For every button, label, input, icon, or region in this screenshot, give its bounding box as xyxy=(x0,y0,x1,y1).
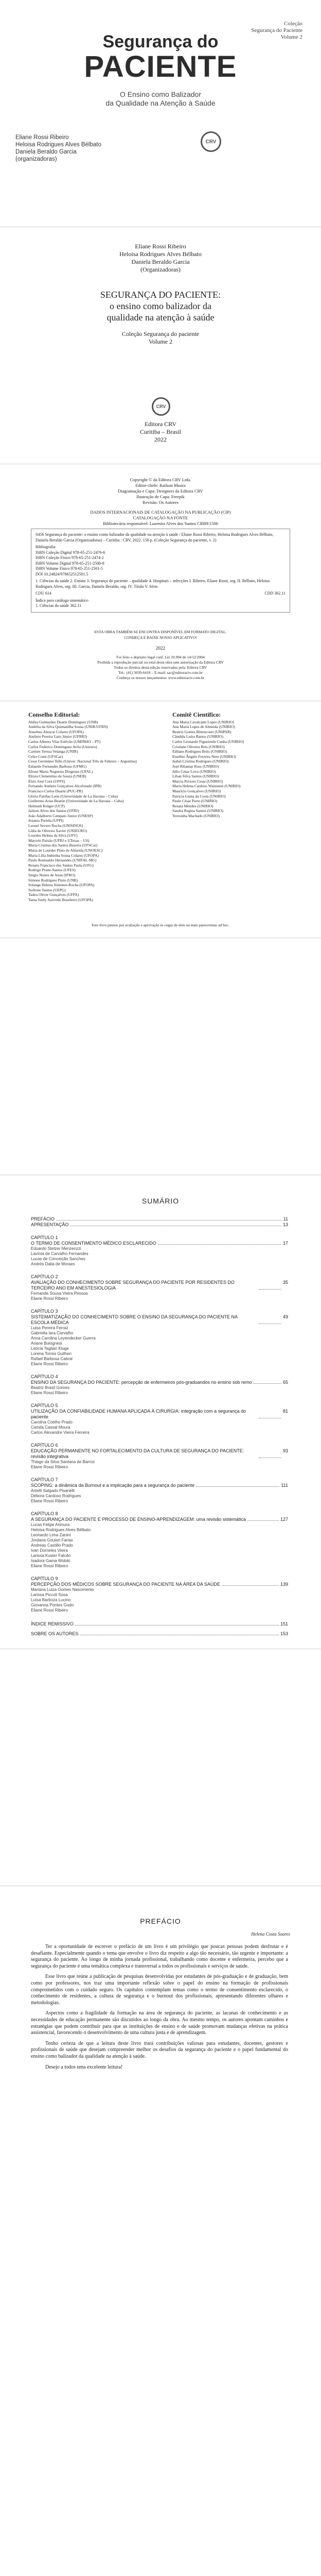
toc-front-entry[interactable]: APRESENTAÇÃO 13 xyxy=(31,1222,288,1227)
toc-chapter-author: Eduardo Stelzer Menzenzzi xyxy=(31,1246,81,1251)
preface-paragraph: Desejo a todos uma excelente leitura! xyxy=(45,2064,123,2070)
publisher-info: Editora CRV Curitiba – Brasil 2022 xyxy=(140,420,181,443)
toc-chapter-author: Eliane Rossi Ribeiro xyxy=(31,1499,68,1503)
board-member: Patricia Gama da Costa (UNIRIO) xyxy=(172,793,226,799)
board-member: Beatriz Gomes Bittencourt (UNIPAR) xyxy=(172,729,231,734)
preface-paragraph: Aspectos como a fragilidade da formação na área de segurança do paciente, as lacunas de conhecimento e as necessidades de educação permanente são discutidos ao longo da obra. Ao mesmo tempo, os autores apontam caminhos e estratégias que podem contribuir para que as instituições de ensino e de saúde promovam mudanças efetivas na prática assistencial, favorecendo o desenvolvimento de uma cultura justa e de aprendizagem. xyxy=(31,2010,288,2036)
scientific-committee: Comitê Científico: Ana Maria Cavalcanti Lopes (UNIRIO) Ana Maria Lopes de Almeida (UNIRIO) Beatriz Gomes Bittencourt (UNIPAR) Cândida Luíza Bastos (UNIRIO) Carlos Leonardo Figueiredo Cunha (UNIRIO) Cristiane Oliveira Reis (UNIRIO) Edilane Rodrigues Brito (UNIRIO) Euzébio Ângelo Ferreira Neto (UNIRIO) Isabel Cristina Rodrigues (UNIRIO) José Ribamar Ross (UNIRIO) Júlio César Lovo (UNIRIO) Lilian Silva Santos (UNIRIO) Marcia Peixoto Cesar (UNIRIO) Maria Helena Cardoso Wainstein (UNIRIO) Maurício Gonçalves (UNIRIO) Patricia Gama da Costa (UNIRIO) Paulo César Porto (UNIRIO) Renata Mendes (UNIRIO) Sandra Regina Santos (UNIRIO) Teresinha Machado (UNIRIO) xyxy=(172,713,296,818)
toc-chapter-author: Isadora Gama Wolski xyxy=(31,1558,70,1563)
copyright-credits: Copyright © da Editora CRV Ltda. Editor-chefe: Railson Moura Diagramação e Capa: Designers da Editora CRV Ilustração de Capa: Freepik Revisão: Os Autores xyxy=(118,477,203,505)
toc-chapter-author: Beatriz Brasil Gomes xyxy=(31,1385,70,1390)
board-member: Tania Suely Azevedo Brasileiro (UFOPA) xyxy=(28,897,93,902)
board-member: Carmen Tereza Velanga (UNIR) xyxy=(28,749,78,754)
blank-page xyxy=(0,938,321,1175)
board-member: Élsio José Corá (UFFS) xyxy=(28,778,65,784)
toc-chapter[interactable]: CAPÍTULO 9 PERCEPÇÃO DOS MÉDICOS SOBRE SEGURANÇA DO PACIENTE NA ÁREA DA SAÚDE 139 Mariana Luiza Gomes Nascimento Larissa Piccoli Sosa Luísa Barboza Lucino Giovanna Pontes Godo Eliane Rossi Ribeiro xyxy=(31,1576,288,1613)
board-member: Júlio César Lovo (UNIRIO) xyxy=(172,769,216,774)
board-member: Isabel Cristina Rodrigues (UNIRIO) xyxy=(172,759,229,764)
board-member: Antônio Pereira Gaio Júnior (UFRRJ) xyxy=(28,734,87,739)
crv-logo-icon: CRV xyxy=(201,131,221,152)
board-member: Carlos Leonardo Figueiredo Cunha (UNIRIO) xyxy=(172,739,244,744)
toc-chapter[interactable]: CAPÍTULO 4 ENSINO DA SEGURANÇA DO PACIENTE: percepção de enfermeiros pós-graduandos no ensino sob remo 65 Beatriz Brasil Gomes Eliane Rossi Ribeiro xyxy=(31,1374,288,1395)
board-member: Aldira Guimarães Duarte Domínguez (UNB) xyxy=(28,719,98,724)
board-member: Maria Cristina dos Santos Bezerra (UFSCar) xyxy=(28,843,98,848)
toc-chapter-author: Fernanda Sousa Vieira Pessoa xyxy=(31,1291,88,1296)
preface-paragraph: Esse livro que reúne a publicação de pesquisas desenvolvidas por estudantes de pós-graduação e de graduação, bem como por professores, nos traz uma importante reflexão sobre o papel do ensino na formação de profissionais comprometidos com o cuidado seguro. Os capítulos contemplam temas como o termo de consentimento esclarecido, o conhecimento de residentes, a cultura de segurança e o burnout dos profissionais, apresentando diferentes olhares e metodologias. xyxy=(31,1974,288,2006)
board-member: Cândida Luíza Bastos (UNIRIO) xyxy=(172,734,223,739)
cip-header: DADOS INTERNACIONAIS DE CATALOGAÇÃO NA PUBLICAÇÃO (CIP) CATALOGAÇÃO NA FONTE Bibliotecária responsável: Luzenira Alves dos Santos CRB9/1506 xyxy=(90,510,231,526)
board-member: Francisco Carlos Duarte (PUC-PR) xyxy=(28,788,83,793)
preface-heading: PREFÁCIO xyxy=(140,1917,181,1925)
toc-chapter-author: Rafael Barbosa Cabral xyxy=(31,1357,73,1361)
table-of-contents xyxy=(31,1216,288,1637)
crv-logo-icon: CRV xyxy=(152,397,170,416)
toc-chapter-author: Lucas Felipe Arimura xyxy=(31,1522,70,1527)
board-member: Lídia de Oliveira Xavier (UNIEURO) xyxy=(28,828,87,833)
board-member: Euzébio Ângelo Ferreira Neto (UNIRIO) xyxy=(172,754,236,759)
toc-chapter-author: Thiago da Silva Santana de Barros xyxy=(31,1460,95,1464)
legal-notice: Foi feito o depósito legal conf. Lei 10.994 de 14/12/2004 Proibida a reprodução parcial ou total desta obra sem autorização da Editora CRV Todos os direitos desta edição reservados pela: Editora CRV Tel.: (41) 3039-6418 – E-mail: sac@editoracrv.com.br Conheça os nossos lançamentos: www.editoracrv.com.br xyxy=(97,655,224,680)
board-member: Ana Maria Cavalcanti Lopes (UNIRIO) xyxy=(172,719,234,724)
toc-chapter[interactable]: CAPÍTULO 3 SISTEMATIZAÇÃO DO CONHECIMENTO SOBRE O ENSINO DA SEGURANÇA DO PACIENTE NA ESCOLA MÉDICA 49 Luisa Pereira Ferraz Gabriella Iara Carvalho Anna Carolina Leyendecker Guerra Ariane Bolognesi Letícia Tagliari Kluge Lorena Torres Guilhen Rafael Barbosa Cabral Eliane Rossi Ribeiro xyxy=(31,1309,288,1366)
toc-chapter[interactable]: CAPÍTULO 6 EDUCAÇÃO PERMANENTE NO FORTALECIMENTO DA CULTURA DE SEGURANÇA DO PACIENTE: revisão integrativa 93 Thiago da Silva Santana de Barros Eliane Rossi Ribeiro xyxy=(31,1443,288,1469)
board-member: José Ribamar Ross (UNIRIO) xyxy=(172,764,219,769)
board-member: Elizeu Clementino de Souza (UNEB) xyxy=(28,774,86,779)
board-member: Marcia Peixoto Cesar (UNIRIO) xyxy=(172,778,223,784)
collection-label: Coleção Segurança do Paciente Volume 2 xyxy=(251,21,302,40)
board-member: Elione Maria Nogueira Diogenes (UFAL) xyxy=(28,769,93,774)
preface-body xyxy=(0,1944,321,2071)
title-page-title: SEGURANÇA DO PACIENTE: o ensino como balizador da qualidade na atenção à saúde xyxy=(100,290,221,323)
summary-page xyxy=(0,1175,321,1649)
board-member: Fernando Antônio Gonçalves Alcoforado (IPB) xyxy=(28,784,102,789)
cover-title-line1: Segurança do xyxy=(102,32,219,52)
toc-chapter-author: Andrés Dalia de Moraes xyxy=(31,1262,75,1266)
preface-page xyxy=(0,1886,321,2576)
board-member: Carlos Alberto Vilar Estêvão (UMINHO – PT) xyxy=(28,739,101,744)
toc-chapter-title[interactable]: EDUCAÇÃO PERMANENTE NO FORTALECIMENTO DA CULTURA DE SEGURANÇA DO PACIENTE: revisão integrativa 93 xyxy=(31,1448,288,1459)
toc-chapter-title[interactable]: SCOPING: a dinâmica da Burnout e a implicação para a segurança do paciente 111 xyxy=(31,1483,288,1488)
preface-paragraph: Ter a oportunidade de escrever o prefácio de um livro é um privilégio que poucas pessoas podem desfrutar e é desafiante. Especialmente quando o tema que envolve o livro diz respeito a algo tão necessário, tão urgente e importante: a segurança do paciente. Ao longo de minha jornada profissional, trabalhando como docente e enfermeira, percebo que a segurança do paciente é uma temática complexa e transversal a todos os profissionais e serviços de saúde. xyxy=(31,1944,288,1969)
board-member: Ana Maria Lopes de Almeida (UNIRIO) xyxy=(172,724,235,730)
toc-chapter-author: Ivan Dorneles Vieira xyxy=(31,1548,68,1553)
toc-chapter-author: Débora Cardoso Rodrigues xyxy=(31,1494,81,1498)
toc-chapter-author: Carolina Coelho Prado xyxy=(31,1420,73,1425)
board-member: Josania Portela (UFPI) xyxy=(28,818,64,823)
toc-chapter-title[interactable]: SISTEMATIZAÇÃO DO CONHECIMENTO SOBRE O ENSINO DA SEGURANÇA DO PACIENTE NA ESCOLA MÉDICA 49 xyxy=(31,1314,288,1325)
boards-page xyxy=(0,701,321,938)
toc-chapter[interactable]: CAPÍTULO 1 O TERMO DE CONSENTIMENTO MÉDICO ESCLARECIDO 17 Eduardo Stelzer Menzenzzi Lavínia de Carvalho Fernandes Lucas de Conceição Sanches Andrés Dalia de Moraes xyxy=(31,1235,288,1266)
toc-chapter-author: Lucas de Conceição Sanches xyxy=(31,1257,85,1261)
toc-chapter-author: Mariana Luiza Gomes Nascimento xyxy=(31,1587,94,1592)
toc-chapter-author: Eliane Rossi Ribeiro xyxy=(31,1296,68,1301)
toc-chapter[interactable]: CAPÍTULO 8 A SEGURANÇA DO PACIENTE E PROCESSO DE ENSINO-APRENDIZAGEM: uma revisão sistemática 127 Lucas Felipe Arimura Heloisa Rodrigues Alves Bélbato Leonardo Lima Zanini Jordana Goulart Farias Andreas Castillo Prado Ivan Dorneles Vieira Larissa Kuster Falcão Isadora Gama Wolski Eliane Rossi Ribeiro xyxy=(31,1511,288,1568)
board-member: Sandra Regina Santos (UNIRIO) xyxy=(172,808,223,814)
toc-chapter-author: Leonardo Lima Zanini xyxy=(31,1533,71,1537)
toc-chapter-author: Camila Cassal Moura xyxy=(31,1425,70,1430)
toc-chapter-author: Gabriella Iara Carvalho xyxy=(31,1331,74,1335)
title-page-authors: Eliane Rossi Ribeiro Heloisa Rodrigues Alves Bélbato Daniela Beraldo Garcia (Organizadoras) xyxy=(119,243,202,273)
board-member: Maria de Lourdes Pinto de Almeida (UNOESC) xyxy=(28,848,103,853)
board-member: Edilane Rodrigues Brito (UNIRIO) xyxy=(172,749,227,754)
toc-chapter-author: Lorena Torres Guilhen xyxy=(31,1351,72,1356)
board-member: Leonel Severo Rocha (UNISINOS) xyxy=(28,823,83,828)
toc-chapter-author: Eliane Rossi Ribeiro xyxy=(31,1391,68,1395)
board-member: Andréia da Silva Quintanilha Sousa (UNIR/UFRN) xyxy=(28,724,108,730)
board-member: Simone Rodrigues Pinto (UNB) xyxy=(28,877,78,883)
board-member: Cesar Gerónimo Tello (Univer .Nacional Três de Febrero – Argentina) xyxy=(28,759,137,764)
editorial-board: Conselho Editorial: Aldira Guimarães Duarte Domínguez (UNB) Andréia da Silva Quintanilha Sousa (UNIR/UFRN) Anselmo Alencar Colares (UFOPA) Antônio Pereira Gaio Júnior (UFRRJ) Carlos Alberto Vilar Estêvão (UMINHO – PT) Carlos Federico Dominguez Avila (Unieuro) Carmen Tereza Velanga (UNIR) Celso Conti (UFSCar) Cesar Gerónimo Tello (Univer .Nacional Três de Febrero – Argentina) Eduardo Fernandes Barbosa (UFMG) Elione Maria Nogueira Diogenes (UFAL) Elizeu Clementino de Souza (UNEB) Élsio José Corá (UFFS) Fernando Antônio Gonçalves Alcoforado (IPB) Francisco Carlos Duarte (PUC-PR) Gloria Fariñas León (Universidade de La Havana – Cuba) Guillermo Arias Beatón (Universidade de La Havana – Cuba) Helmuth Krüger (UCP) Jailson Alves dos Santos (UFRJ) João Adalberto Campato Junior (UNESP) Josania Portela (UFPI) Leonel Severo Rocha (UNISINOS) Lídia de Oliveira Xavier (UNIEURO) Lourdes Helena da Silva (UFV) Marcelo Paixão (UFRJ e UTexas – US) Maria Cristina dos Santos Bezerra (UFSCar) Maria de Lourdes Pinto de Almeida (UNOESC) Maria Lília Imbiriba Sousa Colares (UFOPA) Paulo Romualdo Hernandes (UNIFAL-MG) Renato Francisco dos Santos Paula (UFG) Rodrigo Pratte-Santos (UFES) Sérgio Nunes de Jesus (IFRO) Simone Rodrigues Pinto (UNB) Solange Helena Ximenes-Rocha (UFOPA) Sydione Santos (UEPG) Tadeu Oliver Gonçalves (UFPA) Tania Suely Azevedo Brasileiro (UFOPA) xyxy=(28,713,162,903)
board-member: Paulo Romualdo Hernandes (UNIFAL-MG) xyxy=(28,858,97,863)
toc-chapter-author: Ariane Bolognesi xyxy=(31,1341,62,1346)
toc-chapter-title[interactable]: ENSINO DA SEGURANÇA DO PACIENTE: percepção de enfermeiros pós-graduandos no ensino sob remo 65 xyxy=(31,1380,288,1385)
toc-chapter-author: Eliane Rossi Ribeiro xyxy=(31,1564,68,1568)
toc-chapter[interactable]: CAPÍTULO 5 UTILIZAÇÃO DA CONFIABILIDADE HUMANA APLICADA À CIRURGIA: integração com a segurança do paciente 81 Carolina Coelho Prado Camila Cassal Moura Carlos Alexandre Vieira Ferreira xyxy=(31,1403,288,1435)
toc-chapter-author: Jordana Goulart Farias xyxy=(31,1538,73,1543)
toc-back-entry[interactable]: ÍNDICE REMISSIVO 151 xyxy=(31,1621,288,1626)
digital-notice: ESTA OBRA TAMBÉM SE ENCONTRA DISPONÍVEL EM FORMATO DIGITAL. CONHEÇA E BAIXE NOSSO APLICATIVO! 2022 xyxy=(94,630,227,651)
board-member: Eduardo Fernandes Barbosa (UFMG) xyxy=(28,764,87,769)
board-member: Teresinha Machado (UNIRIO) xyxy=(172,813,220,818)
cip-record: S456 Segurança do paciente: o ensino como balizador da qualidade na atenção à saúde / Eliane Rossi Ribeiro, Heloisa Rodrigues Alves Bélbato, Daniela Beraldo Garcia (Organizadoras) – Curitiba : CRV, 2022. 156 p. (Coleção Segurança do paciente, v. 2) Bibliografia ISBN Coleção Digital 978-65-251-2476-6 ISBN Coleção Físico 978-65-251-2474-2 ISBN Volume Digital 978-65-251-2500-8 ISBN Volume Físico 978-65-251-2501-5 DOI 10.24824/978652512501.5 1. Ciências da saúde 2. Ensino 3. Segurança do paciente – qualidade 4. Hospitais – infecções I. Ribeiro, Eliane Rossi, org. II. Bélbato, Heloisa Rodrigues Alves, org. III. Garcia, Daniela Beraldo, org. IV. Título V. Série. CDU 614 CDD 362.11 Índice para catálogo sistemático 1. Ciências da saúde 362.11 xyxy=(31,529,290,613)
cover-authors: Eliane Rossi Ribeiro Heloisa Rodrigues Alves Bélbato Daniela Beraldo Garcia (organizadoras) xyxy=(15,134,101,162)
toc-chapter-author: Carlos Alexandre Vieira Ferreira xyxy=(31,1430,90,1435)
toc-chapter-author: Anielli Salgado Pisanelli xyxy=(31,1488,75,1493)
board-member: Cristiane Oliveira Reis (UNIRIO) xyxy=(172,744,225,749)
board-member: Anselmo Alencar Colares (UFOPA) xyxy=(28,729,84,734)
toc-chapter[interactable]: CAPÍTULO 2 AVALIAÇÃO DO CONHECIMENTO SOBRE SEGURANÇA DO PACIENTE POR RESIDENTES DO TERCEIRO ANO EM ANESTESIOLOGIA 35 Fernanda Sousa Vieira Pessoa Eliane Rossi Ribeiro xyxy=(31,1274,288,1301)
toc-chapter-author: Larissa Kuster Falcão xyxy=(31,1553,71,1558)
toc-chapter-author: Luísa Barboza Lucino xyxy=(31,1598,71,1602)
board-member: Sérgio Nunes de Jesus (IFRO) xyxy=(28,873,76,877)
board-member: Renato Francisco dos Santos Paula (UFG) xyxy=(28,862,94,868)
board-member: Jailson Alves dos Santos (UFRJ) xyxy=(28,808,79,814)
toc-chapter[interactable]: CAPÍTULO 7 SCOPING: a dinâmica da Burnout e a implicação para a segurança do paciente 111 Anielli Salgado Pisanelli Débora Cardoso Rodrigues Eliane Rossi Ribeiro xyxy=(31,1477,288,1503)
toc-chapter-author: Andreas Castillo Prado xyxy=(31,1543,73,1548)
toc-chapter-author: Luisa Pereira Ferraz xyxy=(31,1326,68,1330)
board-member: Paulo César Porto (UNIRIO) xyxy=(172,799,218,804)
board-member: Solange Helena Ximenes-Rocha (UFOPA) xyxy=(28,883,95,888)
toc-chapter-author: Heloisa Rodrigues Alves Bélbato xyxy=(31,1528,91,1532)
cover-title-line2: PACIENTE xyxy=(84,50,237,83)
toc-chapter-title[interactable]: PERCEPÇÃO DOS MÉDICOS SOBRE SEGURANÇA DO PACIENTE NA ÁREA DA SAÚDE 139 xyxy=(31,1582,288,1587)
toc-front-entry[interactable]: PREFÁCIO 11 xyxy=(31,1216,288,1222)
toc-chapter-author: Letícia Tagliari Kluge xyxy=(31,1346,69,1351)
toc-chapter-title[interactable]: A SEGURANÇA DO PACIENTE E PROCESSO DE ENSINO-APRENDIZAGEM: uma revisão sistemática 127 xyxy=(31,1517,288,1522)
board-member: João Adalberto Campato Junior (UNESP) xyxy=(28,813,93,818)
title-page xyxy=(0,227,321,464)
board-member: Marcelo Paixão (UFRJ e UTexas – US) xyxy=(28,838,90,843)
toc-chapter-author: Eliane Rossi Ribeiro xyxy=(31,1362,68,1366)
summary-heading: SUMÁRIO xyxy=(141,1197,180,1205)
cover-subtitle: O Ensino como Balizador da Qualidade na Atenção à Saúde xyxy=(105,90,216,107)
toc-chapter-author: Eliane Rossi Ribeiro xyxy=(31,1608,68,1613)
board-member: Sydione Santos (UEPG) xyxy=(28,887,66,892)
board-member: Lourdes Helena da Silva (UFV) xyxy=(28,833,78,838)
toc-chapter-author: Eliane Rossi Ribeiro xyxy=(31,1465,68,1469)
board-member: Celso Conti (UFSCar) xyxy=(28,754,63,759)
blank-page xyxy=(0,1649,321,1886)
board-member: Renata Mendes (UNIRIO) xyxy=(172,803,213,808)
board-member: Carlos Federico Dominguez Avila (Unieuro) xyxy=(28,744,97,749)
board-member: Guillermo Arias Beatón (Universidade de La Havana – Cuba) xyxy=(28,799,124,804)
board-member: Helmuth Krüger (UCP) xyxy=(28,803,65,808)
peer-review-note: Este livro passou por avaliação e aprovação às cegas de dois ou mais pareceristas ad hoc. xyxy=(92,923,229,927)
preface-author: Helena Costa Soares xyxy=(251,1931,290,1937)
title-page-collection: Coleção Segurança do paciente Volume 2 xyxy=(121,330,200,345)
toc-chapter-author: Anna Carolina Leyendecker Guerra xyxy=(31,1336,96,1341)
toc-chapter-title[interactable]: O TERMO DE CONSENTIMENTO MÉDICO ESCLARECIDO 17 xyxy=(31,1241,288,1246)
toc-back-entry[interactable]: SOBRE OS AUTORES 153 xyxy=(31,1631,288,1636)
copyright-page xyxy=(0,464,321,701)
board-member: Maurício Gonçalves (UNIRIO) xyxy=(172,788,221,793)
board-member: Tadeu Oliver Gonçalves (UFPA) xyxy=(28,892,79,897)
toc-chapter-author: Lavínia de Carvalho Fernandes xyxy=(31,1251,88,1256)
toc-chapter-title[interactable]: UTILIZAÇÃO DA CONFIABILIDADE HUMANA APLICADA À CIRURGIA: integração com a segurança do paciente 81 xyxy=(31,1409,288,1419)
toc-chapter-author: Giovanna Pontes Godo xyxy=(31,1603,74,1607)
board-member: Maria Lília Imbiriba Sousa Colares (UFOPA) xyxy=(28,853,99,858)
board-member: Maria Helena Cardoso Wainstein (UNIRIO) xyxy=(172,784,241,789)
toc-chapter-author: Larissa Piccoli Sosa xyxy=(31,1592,68,1597)
preface-paragraph: Tenho certeza de que a leitura deste livro trará contribuições valiosas para estudantes, docentes, gestores e profissionais de saúde que desejam compreender melhor os desafios da segurança do paciente e o papel fundamental do ensino como balizador da qualidade na atenção à saúde. xyxy=(31,2040,288,2059)
board-member: Gloria Fariñas León (Universidade de La Havana – Cuba) xyxy=(28,793,118,799)
cover-page xyxy=(0,0,321,227)
board-member: Lilian Silva Santos (UNIRIO) xyxy=(172,774,219,779)
toc-chapter-title[interactable]: AVALIAÇÃO DO CONHECIMENTO SOBRE SEGURANÇA DO PACIENTE POR RESIDENTES DO TERCEIRO ANO EM ANESTESIOLOGIA 35 xyxy=(31,1280,288,1291)
board-member: Rodrigo Pratte-Santos (UFES) xyxy=(28,868,76,873)
